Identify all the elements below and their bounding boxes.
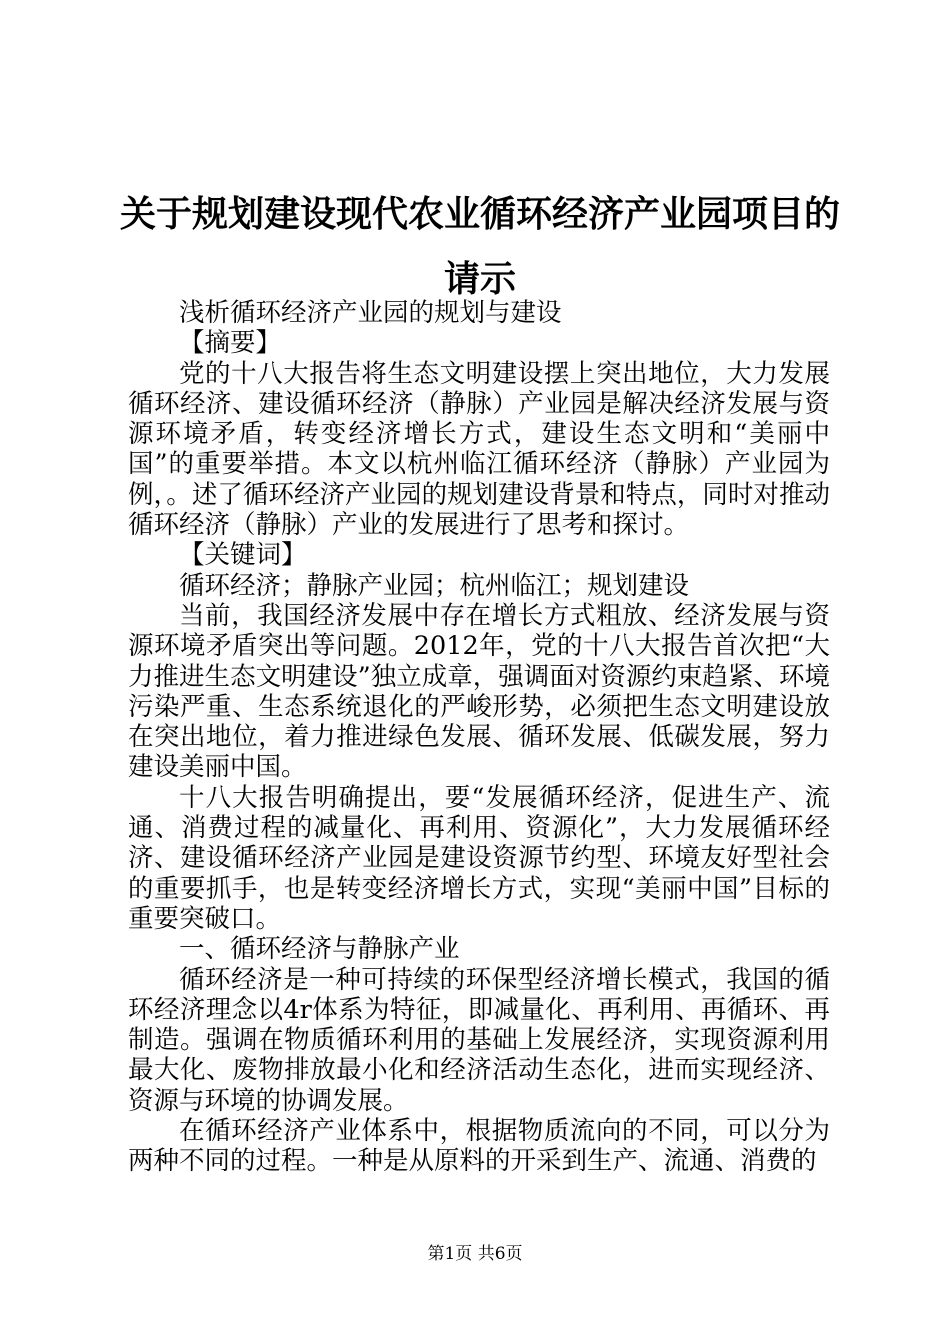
document-title: 关于规划建设现代农业循环经济产业园项目的请示: [120, 193, 841, 300]
page-footer: 第1页 共6页: [427, 1244, 523, 1264]
section-heading: 一、循环经济与静脉产业: [179, 934, 460, 965]
abstract-heading: 【摘要】: [179, 328, 282, 359]
body-paragraph: 当前，我国经济发展中存在增长方式粗放、经济发展与资源环境矛盾突出等问题。2012年，党的十八大报告首次把“大力推进生态文明建设”独立成章，强调面对资源约束趋紧、环境污染严重、生态系统退化的严峻形势，必须把生态文明建设放在突出地位，着力推进绿色发展、循环发展、低碳发展，努力建设美丽中国。: [128, 600, 830, 783]
keywords-heading: 【关键词】: [179, 540, 307, 571]
keywords-paragraph: 循环经济；静脉产业园；杭州临江；规划建设: [179, 570, 690, 601]
subtitle-paragraph: 浅析循环经济产业园的规划与建设: [179, 298, 562, 328]
body-paragraph: 循环经济是一种可持续的环保型经济增长模式，我国的循环经济理念以4r体系为特征，即减量化、再利用、再循环、再制造。强调在物质循环利用的基础上发展经济，实现资源利用最大化、废物排放最小化和经济活动生态化，进而实现经济、资源与环境的协调发展。: [128, 964, 830, 1116]
document-body: [128, 298, 830, 1177]
body-paragraph: 十八大报告明确提出，要“发展循环经济，促进生产、流通、消费过程的减量化、再利用、资源化”，大力发展循环经济、建设循环经济产业园是建设资源节约型、环境友好型社会的重要抓手，也是转变经济增长方式，实现“美丽中国”目标的重要突破口。: [128, 782, 830, 934]
abstract-paragraph: 党的十八大报告将生态文明建设摆上突出地位，大力发展循环经济、建设循环经济（静脉）产业园是解决经济发展与资源环境矛盾，转变经济增长方式，建设生态文明和“美丽中国”的重要举措。本文以杭州临江循环经济（静脉）产业园为例，。述了循环经济产业园的规划建设背景和特点，同时对推动循环经济（静脉）产业的发展进行了思考和探讨。: [128, 358, 830, 541]
body-paragraph: 在循环经济产业体系中，根据物质流向的不同，可以分为两种不同的过程。一种是从原料的开采到生产、流通、消费的: [128, 1116, 830, 1177]
